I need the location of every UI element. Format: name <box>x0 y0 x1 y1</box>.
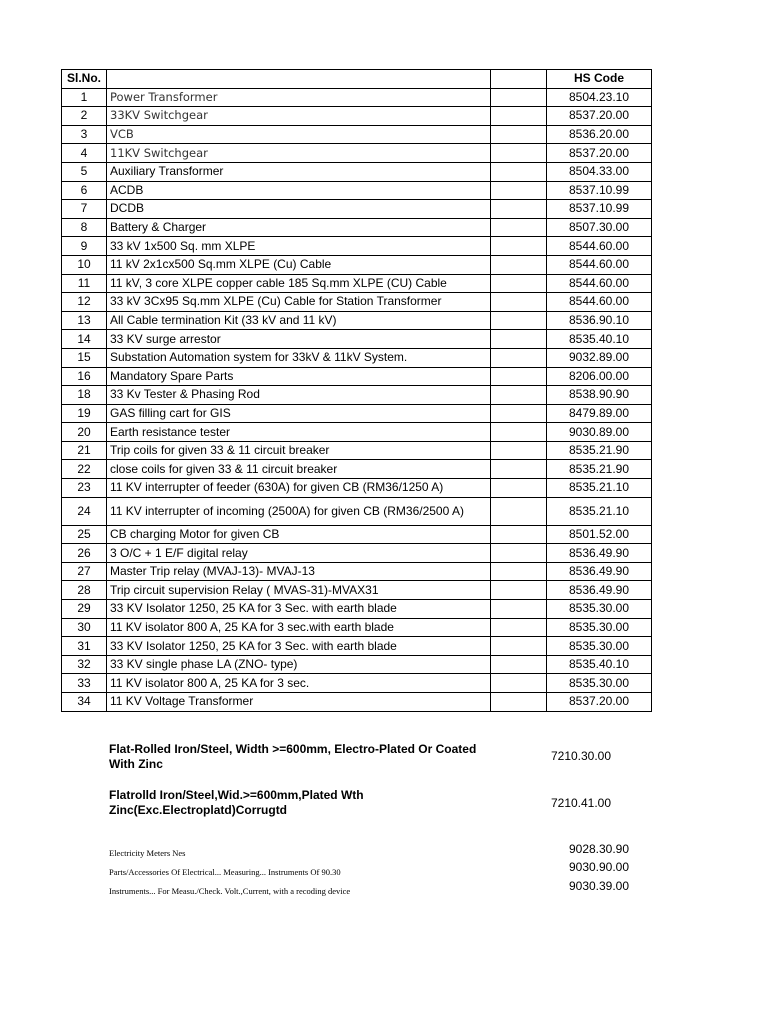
row-sl-no-text: 25 <box>77 526 91 541</box>
row-sl-no-text: 31 <box>77 638 91 653</box>
row-sl-no-text: 27 <box>77 564 91 579</box>
row-blank <box>491 218 547 237</box>
row-sl-no <box>62 367 107 386</box>
row-description <box>107 460 491 479</box>
row-blank <box>491 293 547 312</box>
table-row <box>62 237 652 256</box>
table-row <box>62 423 652 442</box>
row-description-text: All Cable termination Kit (33 kV and 11 kV) <box>110 313 337 328</box>
row-sl-no <box>62 125 107 144</box>
row-description-text: ACDB <box>110 182 144 197</box>
row-description <box>107 218 491 237</box>
row-description <box>107 441 491 460</box>
row-sl-no <box>62 144 107 163</box>
hs-code-table <box>61 69 652 712</box>
row-description <box>107 600 491 619</box>
row-hs-code <box>547 293 652 312</box>
row-hs-code-text: 9030.89.00 <box>568 424 630 439</box>
row-sl-no-text: 26 <box>77 545 91 560</box>
row-blank <box>491 674 547 693</box>
row-sl-no-text: 9 <box>80 238 88 253</box>
row-description-text: GAS filling cart for GIS <box>110 405 231 420</box>
row-hs-code <box>547 386 652 405</box>
table-row <box>62 330 652 349</box>
row-description-text: Trip coils for given 33 & 11 circuit breaker <box>110 443 330 458</box>
row-description <box>107 125 491 144</box>
row-hs-code-text: 8544.60.00 <box>568 238 630 253</box>
row-sl-no <box>62 544 107 563</box>
row-sl-no-text: 7 <box>80 201 88 216</box>
row-sl-no <box>62 386 107 405</box>
row-sl-no-text: 23 <box>77 480 91 495</box>
row-hs-code <box>547 600 652 619</box>
row-hs-code-text: 8479.89.00 <box>568 405 630 420</box>
row-blank <box>491 125 547 144</box>
row-sl-no <box>62 255 107 274</box>
row-blank <box>491 525 547 544</box>
row-hs-code-text: 8206.00.00 <box>568 368 630 383</box>
table-row <box>62 581 652 600</box>
row-sl-no <box>62 348 107 367</box>
row-blank <box>491 497 547 525</box>
table-row <box>62 107 652 126</box>
row-hs-code <box>547 311 652 330</box>
row-description-text: Earth resistance tester <box>110 424 231 439</box>
row-blank <box>491 544 547 563</box>
row-blank <box>491 618 547 637</box>
row-description-text: 11KV Switchgear <box>110 145 208 160</box>
row-sl-no <box>62 330 107 349</box>
row-sl-no <box>62 88 107 107</box>
row-description <box>107 107 491 126</box>
table-row <box>62 674 652 693</box>
extra-item-hs-code: 7210.30.00 <box>550 749 612 763</box>
row-description <box>107 386 491 405</box>
small-item-description: Parts/Accessories Of Electrical... Measuring... Instruments Of 90.30 <box>109 867 341 877</box>
row-hs-code-text: 8535.21.10 <box>568 503 630 518</box>
row-description-text: 11 KV isolator 800 A, 25 KA for 3 sec.with earth blade <box>110 619 394 634</box>
row-hs-code <box>547 479 652 498</box>
row-blank <box>491 237 547 256</box>
row-description-text: 33 KV Isolator 1250, 25 KA for 3 Sec. with earth blade <box>110 601 397 616</box>
row-blank <box>491 655 547 674</box>
extra-item-description: Flat-Rolled Iron/Steel, Width >=600mm, Electro-Plated Or Coated With Zinc <box>109 742 477 771</box>
table-row <box>62 618 652 637</box>
row-hs-code-text: 8504.33.00 <box>568 164 630 179</box>
extra-item-description: Flatrolld Iron/Steel,Wid.>=600mm,Plated Wth Zinc(Exc.Electroplatd)Corrugtd <box>109 788 364 817</box>
row-blank <box>491 367 547 386</box>
small-item-hs-code: 9028.30.90 <box>568 842 630 856</box>
row-sl-no <box>62 618 107 637</box>
header-description <box>107 70 491 89</box>
row-hs-code-text: 8537.20.00 <box>568 694 630 709</box>
row-description <box>107 544 491 563</box>
row-hs-code-text: 8536.90.10 <box>568 313 630 328</box>
row-sl-no-text: 8 <box>80 220 88 235</box>
table-row <box>62 525 652 544</box>
row-sl-no-text: 29 <box>77 601 91 616</box>
table-row <box>62 88 652 107</box>
row-description <box>107 479 491 498</box>
row-sl-no-text: 19 <box>77 405 91 420</box>
row-sl-no-text: 15 <box>77 350 91 365</box>
row-blank <box>491 404 547 423</box>
row-description <box>107 674 491 693</box>
row-description-text: Power Transformer <box>110 89 218 104</box>
table-row <box>62 404 652 423</box>
row-hs-code-text: 8536.49.90 <box>568 564 630 579</box>
table-row <box>62 181 652 200</box>
row-hs-code <box>547 637 652 656</box>
row-blank <box>491 162 547 181</box>
row-hs-code-text: 8538.90.90 <box>568 387 630 402</box>
table-row <box>62 144 652 163</box>
row-blank <box>491 423 547 442</box>
row-blank <box>491 460 547 479</box>
small-item-hs-code: 9030.39.00 <box>568 879 630 893</box>
row-sl-no-text: 28 <box>77 582 91 597</box>
row-sl-no <box>62 581 107 600</box>
row-blank <box>491 88 547 107</box>
row-description <box>107 693 491 712</box>
table-row <box>62 348 652 367</box>
row-hs-code <box>547 581 652 600</box>
row-sl-no <box>62 237 107 256</box>
row-sl-no-text: 18 <box>77 387 91 402</box>
row-hs-code <box>547 618 652 637</box>
row-hs-code <box>547 441 652 460</box>
row-hs-code <box>547 181 652 200</box>
row-description-text: Battery & Charger <box>110 220 207 235</box>
row-description <box>107 404 491 423</box>
row-blank <box>491 693 547 712</box>
row-sl-no-text: 21 <box>77 443 91 458</box>
row-sl-no <box>62 562 107 581</box>
row-hs-code-text: 8536.49.90 <box>568 582 630 597</box>
row-sl-no <box>62 293 107 312</box>
row-description <box>107 144 491 163</box>
table-row <box>62 367 652 386</box>
row-sl-no <box>62 274 107 293</box>
row-description-text: Trip circuit supervision Relay ( MVAS-31)-MVAX31 <box>110 582 379 597</box>
row-description-text: 33 kV 1x500 Sq. mm XLPE <box>110 238 256 253</box>
row-hs-code <box>547 255 652 274</box>
extra-item-hs-code: 7210.41.00 <box>550 796 612 810</box>
row-sl-no <box>62 693 107 712</box>
row-description-text: 11 KV interrupter of feeder (630A) for given CB (RM36/1250 A) <box>110 480 444 495</box>
row-sl-no-text: 24 <box>77 503 91 518</box>
table-row <box>62 386 652 405</box>
row-hs-code-text: 8535.40.10 <box>568 331 630 346</box>
row-sl-no <box>62 441 107 460</box>
row-hs-code <box>547 200 652 219</box>
row-hs-code-text: 8535.40.10 <box>568 657 630 672</box>
row-sl-no <box>62 479 107 498</box>
row-description-text: Auxiliary Transformer <box>110 164 224 179</box>
row-hs-code-text: 9032.89.00 <box>568 350 630 365</box>
row-hs-code <box>547 544 652 563</box>
row-hs-code-text: 8535.21.90 <box>568 461 630 476</box>
row-sl-no-text: 34 <box>77 694 91 709</box>
table-row <box>62 218 652 237</box>
row-hs-code-text: 8544.60.00 <box>568 294 630 309</box>
row-blank <box>491 441 547 460</box>
row-sl-no-text: 10 <box>77 257 91 272</box>
row-description <box>107 525 491 544</box>
row-sl-no-text: 13 <box>77 313 91 328</box>
row-sl-no <box>62 674 107 693</box>
row-blank <box>491 637 547 656</box>
row-description-text: 33KV Switchgear <box>110 108 208 123</box>
row-description <box>107 274 491 293</box>
row-description <box>107 330 491 349</box>
small-item-hs-code: 9030.90.00 <box>568 860 630 874</box>
row-hs-code-text: 8544.60.00 <box>568 257 630 272</box>
row-blank <box>491 479 547 498</box>
row-hs-code-text: 8536.20.00 <box>568 127 630 142</box>
table-row <box>62 637 652 656</box>
row-description-text: 11 kV, 3 core XLPE copper cable 185 Sq.mm XLPE (CU) Cable <box>110 275 447 290</box>
row-sl-no-text: 3 <box>80 127 88 142</box>
row-hs-code <box>547 88 652 107</box>
row-hs-code-text: 8535.30.00 <box>568 601 630 616</box>
row-description <box>107 562 491 581</box>
row-blank <box>491 600 547 619</box>
row-sl-no-text: 33 <box>77 675 91 690</box>
row-sl-no <box>62 637 107 656</box>
table-row <box>62 544 652 563</box>
row-description-text: 11 kV 2x1cx500 Sq.mm XLPE (Cu) Cable <box>110 257 332 272</box>
row-hs-code-text: 8537.20.00 <box>568 145 630 160</box>
row-blank <box>491 562 547 581</box>
row-hs-code-text: 8537.20.00 <box>568 108 630 123</box>
row-hs-code <box>547 218 652 237</box>
row-sl-no <box>62 311 107 330</box>
row-hs-code-text: 8504.23.10 <box>568 89 630 104</box>
row-hs-code <box>547 274 652 293</box>
row-hs-code <box>547 237 652 256</box>
row-sl-no-text: 12 <box>77 294 91 309</box>
table-row <box>62 311 652 330</box>
row-hs-code <box>547 525 652 544</box>
row-description <box>107 237 491 256</box>
header-sl-no: Sl.No. <box>62 70 107 89</box>
row-hs-code <box>547 655 652 674</box>
row-hs-code-text: 8536.49.90 <box>568 545 630 560</box>
row-hs-code-text: 8535.30.00 <box>568 675 630 690</box>
row-blank <box>491 107 547 126</box>
row-hs-code <box>547 125 652 144</box>
row-hs-code-text: 8507.30.00 <box>568 220 630 235</box>
row-description <box>107 655 491 674</box>
small-item-description: Electricity Meters Nes <box>109 848 186 858</box>
row-description <box>107 348 491 367</box>
row-description <box>107 497 491 525</box>
row-description <box>107 200 491 219</box>
row-description-text: Mandatory Spare Parts <box>110 368 234 383</box>
row-blank <box>491 144 547 163</box>
table-header-row <box>62 70 652 89</box>
row-description-text: 33 KV surge arrestor <box>110 331 221 346</box>
table-row <box>62 255 652 274</box>
row-description <box>107 255 491 274</box>
row-hs-code <box>547 497 652 525</box>
row-description <box>107 88 491 107</box>
row-hs-code <box>547 423 652 442</box>
header-blank <box>491 70 547 89</box>
row-sl-no <box>62 404 107 423</box>
row-blank <box>491 181 547 200</box>
row-description <box>107 162 491 181</box>
table-row <box>62 497 652 525</box>
row-hs-code <box>547 162 652 181</box>
row-description-text: 11 KV isolator 800 A, 25 KA for 3 sec. <box>110 675 310 690</box>
row-description-text: 3 O/C + 1 E/F digital relay <box>110 545 248 560</box>
row-description-text: VCB <box>110 127 134 142</box>
row-sl-no-text: 6 <box>80 182 88 197</box>
row-hs-code <box>547 562 652 581</box>
small-item-description: Instruments... For Measu./Check. Volt.,Current, with a recoding device <box>109 886 351 896</box>
row-hs-code <box>547 460 652 479</box>
table-row <box>62 655 652 674</box>
row-description-text: 33 KV Isolator 1250, 25 KA for 3 Sec. with earth blade <box>110 638 397 653</box>
row-blank <box>491 311 547 330</box>
row-sl-no <box>62 497 107 525</box>
row-sl-no <box>62 218 107 237</box>
row-hs-code-text: 8535.30.00 <box>568 619 630 634</box>
table-row <box>62 162 652 181</box>
row-sl-no-text: 14 <box>77 331 91 346</box>
row-sl-no <box>62 162 107 181</box>
table-row <box>62 693 652 712</box>
row-blank <box>491 386 547 405</box>
row-sl-no-text: 11 <box>77 275 91 290</box>
row-blank <box>491 200 547 219</box>
table-row <box>62 293 652 312</box>
row-blank <box>491 581 547 600</box>
row-description <box>107 618 491 637</box>
header-hs-code: HS Code <box>547 70 652 89</box>
row-hs-code <box>547 367 652 386</box>
row-sl-no <box>62 107 107 126</box>
row-sl-no-text: 2 <box>80 108 88 123</box>
row-hs-code <box>547 404 652 423</box>
row-hs-code <box>547 348 652 367</box>
row-description-text: CB charging Motor for given CB <box>110 526 280 541</box>
row-sl-no <box>62 655 107 674</box>
row-sl-no <box>62 181 107 200</box>
row-sl-no-text: 5 <box>80 164 88 179</box>
row-description <box>107 311 491 330</box>
row-sl-no-text: 32 <box>77 657 91 672</box>
row-description <box>107 367 491 386</box>
row-sl-no <box>62 460 107 479</box>
table-row <box>62 125 652 144</box>
table-row <box>62 460 652 479</box>
row-sl-no-text: 16 <box>77 368 91 383</box>
row-hs-code-text: 8535.21.90 <box>568 443 630 458</box>
row-hs-code-text: 8535.30.00 <box>568 638 630 653</box>
row-hs-code <box>547 107 652 126</box>
row-sl-no <box>62 525 107 544</box>
row-description-text: Master Trip relay (MVAJ-13)- MVAJ-13 <box>110 564 315 579</box>
row-hs-code <box>547 693 652 712</box>
row-description-text: 33 kV 3Cx95 Sq.mm XLPE (Cu) Cable for Station Transformer <box>110 294 442 309</box>
row-description <box>107 181 491 200</box>
row-hs-code-text: 8535.21.10 <box>568 480 630 495</box>
row-description-text: DCDB <box>110 201 145 216</box>
row-description-text: 33 KV single phase LA (ZNO- type) <box>110 657 298 672</box>
row-blank <box>491 274 547 293</box>
row-hs-code-text: 8501.52.00 <box>568 526 630 541</box>
row-sl-no <box>62 200 107 219</box>
row-description <box>107 423 491 442</box>
row-hs-code-text: 8537.10.99 <box>568 201 630 216</box>
row-hs-code <box>547 330 652 349</box>
table-row <box>62 441 652 460</box>
row-sl-no-text: 4 <box>80 145 88 160</box>
row-sl-no-text: 20 <box>77 424 91 439</box>
row-description <box>107 581 491 600</box>
row-hs-code <box>547 144 652 163</box>
table-row <box>62 274 652 293</box>
row-hs-code-text: 8544.60.00 <box>568 275 630 290</box>
row-sl-no-text: 22 <box>77 461 91 476</box>
row-description-text: 33 Kv Tester & Phasing Rod <box>110 387 260 402</box>
table-row <box>62 479 652 498</box>
row-hs-code <box>547 674 652 693</box>
row-description-text: 11 KV interrupter of incoming (2500A) for given CB (RM36/2500 A) <box>110 503 464 518</box>
row-blank <box>491 255 547 274</box>
row-sl-no-text: 30 <box>77 619 91 634</box>
row-blank <box>491 330 547 349</box>
table-row <box>62 562 652 581</box>
row-description-text: Substation Automation system for 33kV & 11kV System. <box>110 350 408 365</box>
row-blank <box>491 348 547 367</box>
row-sl-no <box>62 600 107 619</box>
row-sl-no <box>62 423 107 442</box>
row-description-text: close coils for given 33 & 11 circuit breaker <box>110 461 338 476</box>
table-row <box>62 600 652 619</box>
row-description <box>107 293 491 312</box>
row-sl-no-text: 1 <box>80 89 88 104</box>
row-description <box>107 637 491 656</box>
table-row <box>62 200 652 219</box>
row-hs-code-text: 8537.10.99 <box>568 182 630 197</box>
row-description-text: 11 KV Voltage Transformer <box>110 694 254 709</box>
